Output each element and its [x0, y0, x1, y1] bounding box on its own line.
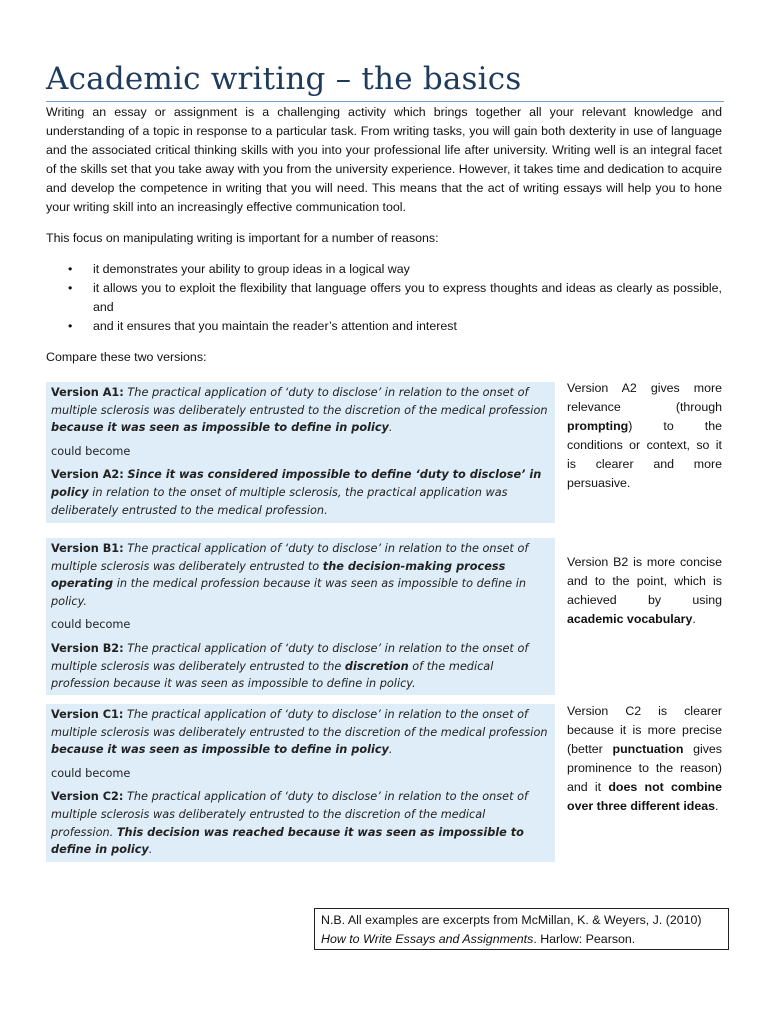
- list-item: • it demonstrates your ability to group ideas in a logical way: [46, 260, 722, 279]
- list-item: • and it ensures that you maintain the reader’s attention and interest: [46, 317, 722, 336]
- reasons-intro: This focus on manipulating writing is important for a number of reasons:: [46, 231, 439, 245]
- version-c2: Version C2: The practical application of ‘duty to disclose’ in relation to the onset of multiple sclerosis was deliberately entrusted to the discretion of the medical profession. This decision was reached because it was seen as impossible to define in policy.: [51, 790, 529, 857]
- list-item: • it allows you to exploit the flexibility that language offers you to express thoughts and ideas as clearly as possible, and: [68, 280, 722, 314]
- version-a-note: Version A2 gives more relevance (through prompting) to the conditions or context, so it is clearer and more persuasive.: [567, 381, 722, 490]
- version-a-box: [46, 382, 555, 523]
- version-b2: Version B2: The practical application of ‘duty to disclose’ in relation to the onset of multiple sclerosis was deliberately entrusted to the discretion of the medical profession because it was seen as impossible to define in policy.: [51, 641, 529, 691]
- reference-box: N.B. All examples are excerpts from McMillan, K. & Weyers, J. (2010) How to Write Essays and Assignments. Harlow: Pearson.: [314, 908, 729, 950]
- version-c-box: [46, 704, 555, 862]
- could-become-text: could become: [51, 618, 131, 632]
- version-a2: Version A2: Since it was considered impossible to define ‘duty to disclose’ in policy in relation to the onset of multiple sclerosis, the practical application was deliberately entrusted to the medical profession.: [51, 468, 542, 517]
- version-b-note: Version B2 is more concise and to the point, which is achieved by using academic vocabulary.: [567, 555, 722, 626]
- version-b1: Version B1: The practical application of ‘duty to disclose’ in relation to the onset of multiple sclerosis was deliberately entrusted to the decision-making process operating in the medical profession because it was seen as impossible to define in policy.: [51, 542, 529, 608]
- version-a1: Version A1: The practical application of ‘duty to disclose’ in relation to the onset of multiple sclerosis was deliberately entrusted to the discretion of the medical profession because it was seen as impossible to define in policy.: [51, 386, 548, 435]
- intro-paragraph: Writing an essay or assignment is a challenging activity which brings together all your relevant knowledge and understanding of a topic in response to a particular task. From writing tasks, you will gain both dexterity in use of language and the associated critical thinking skills with you into your professional life after university. Writing well is an integral facet of the skills set that you take away with you from the university experience. However, it takes time and dedication to acquire and develop the competence in writing that you will need. This means that the act of writing essays will help you to hone your writing skill into an increasingly effective communication tool.: [46, 105, 722, 214]
- version-c1: Version C1: The practical application of ‘duty to disclose’ in relation to the onset of multiple sclerosis was deliberately entrusted to the discretion of the medical profession because it was seen as impossible to define in policy.: [51, 708, 548, 757]
- bullet-icon: •: [68, 318, 73, 333]
- version-b-box: [46, 538, 555, 695]
- bullet-icon: •: [68, 280, 73, 295]
- bullet-icon: •: [68, 262, 73, 276]
- reasons-list: [46, 260, 722, 336]
- could-become-text: could become: [51, 444, 131, 458]
- could-become-text: could become: [51, 766, 131, 780]
- page-title: Academic writing – the basics: [46, 61, 724, 102]
- version-c-note: Version C2 is clearer because it is more precise (better punctuation gives prominence to the reason) and it does not combine over three different ideas.: [567, 704, 722, 813]
- compare-text: Compare these two versions:: [46, 350, 207, 364]
